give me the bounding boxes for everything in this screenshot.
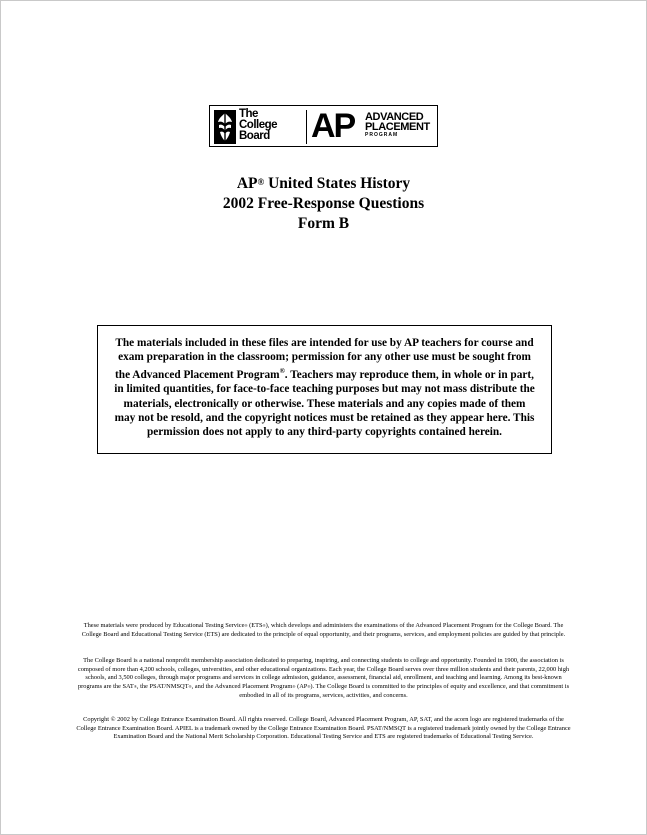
footer-ets-paragraph: These materials were produced by Educational Testing Service® (ETS®), which develops and administers the examinations of the Advanced Placement Program for the College Board. The College Board and Educational Testing Service (ETS) are dedicated to the principle of equal opportunity, and their programs, services, and employment policies are guided by that principle.: [81, 622, 566, 638]
cb-line-board: Board: [239, 130, 270, 142]
ap-letters: AP: [311, 107, 355, 145]
ap-word-placement: PLACEMENT: [365, 121, 430, 133]
ap-word-program: PROGRAM: [365, 132, 399, 138]
college-board-wordmark: [239, 109, 277, 142]
title-line-exam: 2002 Free-Response Questions: [222, 195, 425, 212]
title-line-form: Form B: [297, 215, 350, 232]
footer-copyright-paragraph: Copyright © 2002 by College Entrance Examination Board. All rights reserved. College Board, Advanced Placement Program, AP, SAT, and the acorn logo are registered trademarks of the College Entrance Examination Board. APIEL is a trademark owned by the College Entrance Examination Board. PSAT/NMSQT is a registered trademark jointly owned by the College Entrance Examination Board and the National Merit Scholarship Corporation. Educational Testing Service and ETS are registered trademarks of Educational Testing Service.: [76, 716, 571, 741]
footer-college-board-paragraph: The College Board is a national nonprofit membership association dedicated to preparing, inspiring, and connecting students to college and opportunity. Founded in 1900, the association is composed of more than 4,200 schools, colleges, universities, and other educational organizations. Each year, the College Board serves over three million students and their parents, 22,000 high schools, and 3,500 colleges, through major programs and services in college admission, guidance, assessment, financial aid, enrollment, and teaching and learning. Among its best-known programs are the SAT®, the PSAT/NMSQT®, and the Advanced Placement Program® (AP®). The College Board is committed to the principles of equity and excellence, and that commitment is embodied in all of its programs, services, activities, and concerns.: [77, 657, 570, 699]
ap-wordmark: [365, 112, 430, 139]
ap-word-advanced: ADVANCED: [365, 111, 424, 123]
document-title: [0, 174, 647, 234]
college-board-ap-logo: [209, 105, 438, 147]
permission-notice: The materials included in these files are intended for use by AP teachers for course and exam preparation in the classroom; permission for any other use must be sought from the Advanced Placement Program®. Teachers may reproduce them, in whole or in part, in limited quantities, for face-to-face teaching purposes but may not mass distribute the materials, electronically or otherwise. These materials and any copies made of them may not be resold, and the copyright notices must be retained as they appear here. This permission does not apply to any third-party copyrights contained herein.: [97, 325, 552, 454]
acorn-icon: [214, 110, 236, 144]
title-line-subject: AP® United States History: [236, 175, 411, 192]
cb-line-college: College: [239, 119, 278, 131]
logo-divider: [306, 110, 307, 144]
cb-line-the: The: [239, 108, 258, 120]
